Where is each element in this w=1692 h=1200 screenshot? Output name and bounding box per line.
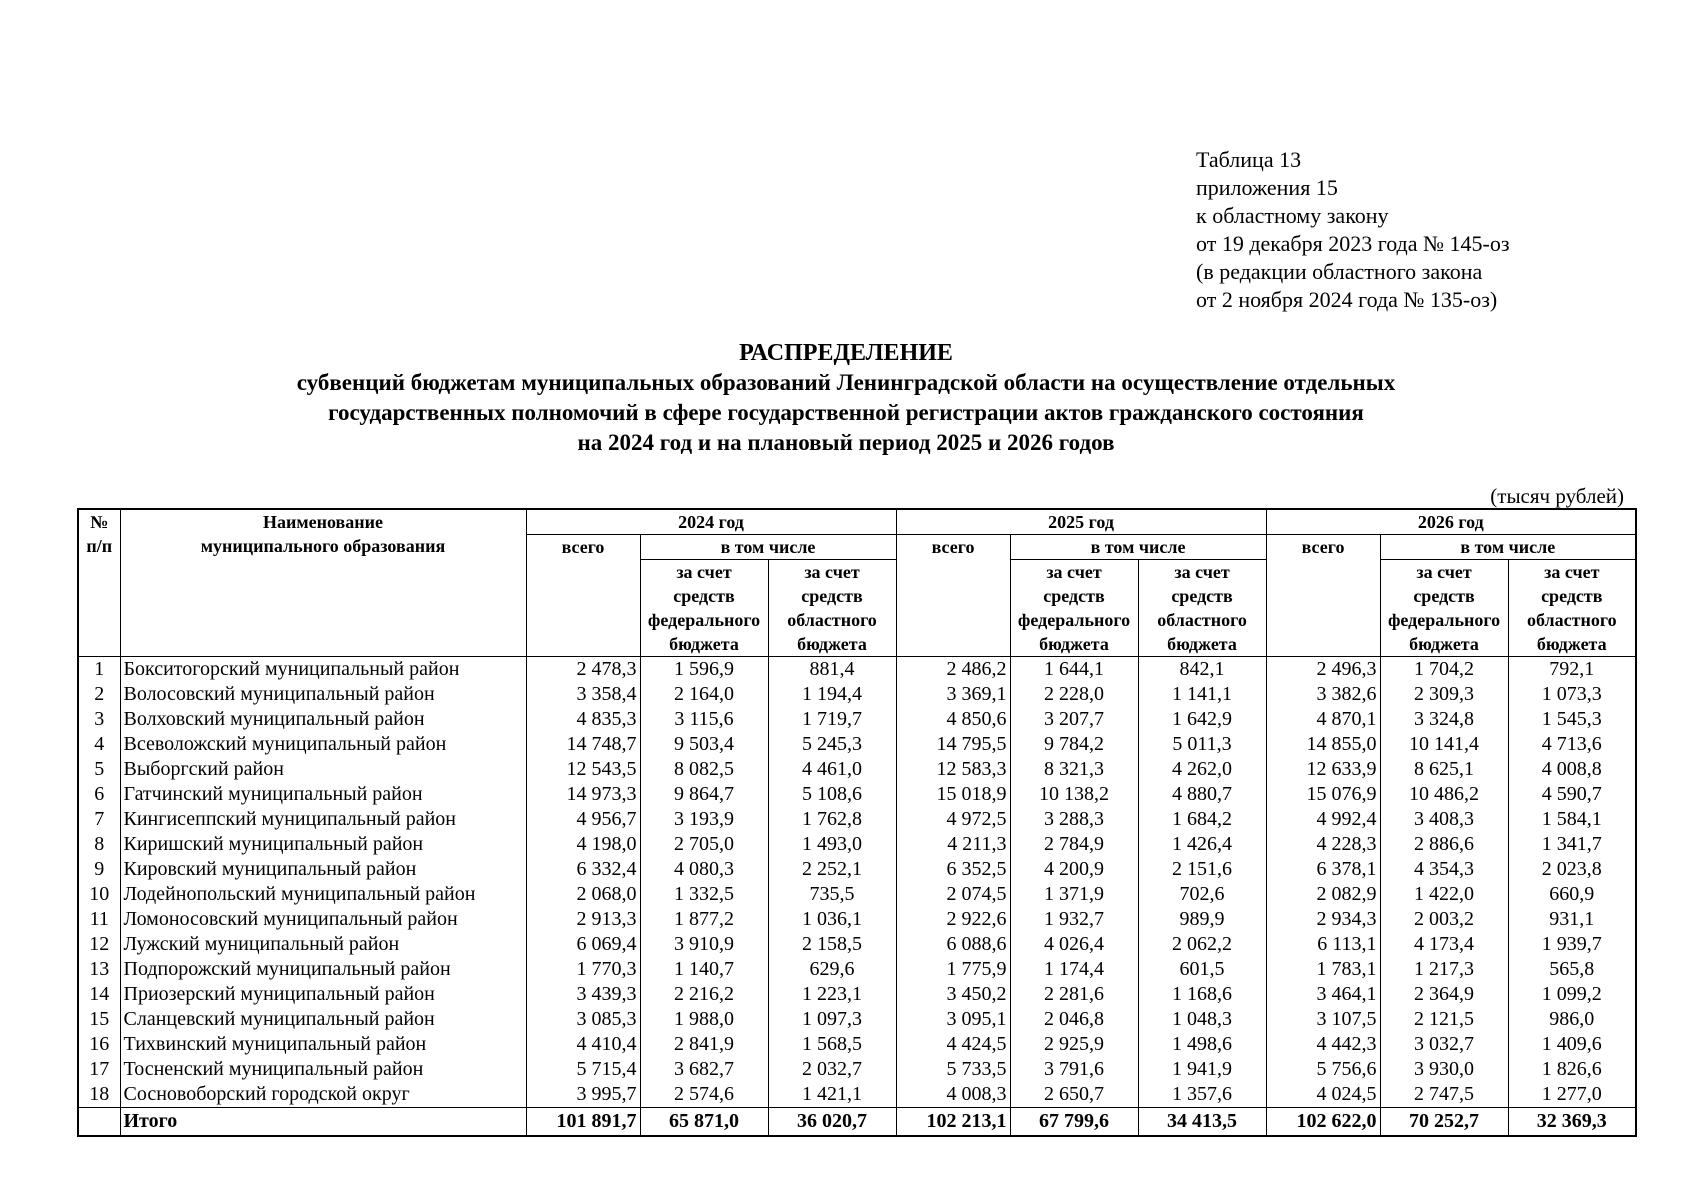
- row-value-cell: 4 024,5: [1266, 1082, 1380, 1108]
- header-total: всего: [526, 535, 640, 657]
- table-row: [78, 1057, 1636, 1082]
- row-value-cell: 4 026,4: [1010, 932, 1138, 957]
- row-value-cell: 3 085,3: [526, 1007, 640, 1032]
- row-municipality-name: Киришский муниципальный район: [120, 832, 526, 857]
- row-value-cell: 2 164,0: [640, 682, 768, 707]
- title-line: субвенций бюджетам муниципальных образований Ленинградской области на осуществление отдельных: [296, 370, 1396, 395]
- row-index: 2: [78, 682, 120, 707]
- header-year-2024: 2024 год: [526, 509, 896, 535]
- title-line: на 2024 год и на плановый период 2025 и 2026 годов: [577, 430, 1115, 455]
- row-value-cell: 1 341,7: [1508, 832, 1636, 857]
- row-value-cell: 1 223,1: [768, 982, 896, 1007]
- row-value-cell: 4 262,0: [1138, 757, 1266, 782]
- header-name: [120, 509, 526, 657]
- row-value-cell: 792,1: [1508, 657, 1636, 683]
- row-value-cell: 2 082,9: [1266, 882, 1380, 907]
- row-value-cell: 1 783,1: [1266, 957, 1380, 982]
- row-value-cell: 2 023,8: [1508, 857, 1636, 882]
- row-value-cell: 4 461,0: [768, 757, 896, 782]
- row-value-cell: 9 784,2: [1010, 732, 1138, 757]
- row-value-cell: 6 069,4: [526, 932, 640, 957]
- row-value-cell: 3 791,6: [1010, 1057, 1138, 1082]
- row-value-cell: 9 864,7: [640, 782, 768, 807]
- row-value-cell: 881,4: [768, 657, 896, 683]
- subvention-table: [77, 508, 1637, 1137]
- row-value-cell: 2 925,9: [1010, 1032, 1138, 1057]
- table-row: [78, 707, 1636, 732]
- row-value-cell: 2 705,0: [640, 832, 768, 857]
- row-value-cell: 1 584,1: [1508, 807, 1636, 832]
- row-value-cell: 8 321,3: [1010, 757, 1138, 782]
- row-value-cell: 5 245,3: [768, 732, 896, 757]
- row-value-cell: 3 095,1: [896, 1007, 1010, 1032]
- header-regional: за счет средств областного бюджета: [768, 560, 896, 657]
- table-row: [78, 907, 1636, 932]
- document-title: [0, 338, 1692, 458]
- row-index: 15: [78, 1007, 120, 1032]
- row-value-cell: 3 032,7: [1380, 1032, 1508, 1057]
- row-value-cell: 3 408,3: [1380, 807, 1508, 832]
- table-row: [78, 1032, 1636, 1057]
- row-municipality-name: Выборгский район: [120, 757, 526, 782]
- row-value-cell: 2 841,9: [640, 1032, 768, 1057]
- total-cell: 67 799,6: [1010, 1108, 1138, 1137]
- row-municipality-name: Лодейнопольский муниципальный район: [120, 882, 526, 907]
- row-value-cell: 2 216,2: [640, 982, 768, 1007]
- row-value-cell: 1 048,3: [1138, 1007, 1266, 1032]
- row-value-cell: 1 644,1: [1010, 657, 1138, 683]
- header-number: [78, 509, 120, 657]
- row-value-cell: 2 309,3: [1380, 682, 1508, 707]
- row-value-cell: 2 252,1: [768, 857, 896, 882]
- row-index: 17: [78, 1057, 120, 1082]
- header-number-line1: №: [90, 512, 109, 532]
- row-municipality-name: Кингисеппский муниципальный район: [120, 807, 526, 832]
- table-row: [78, 807, 1636, 832]
- row-value-cell: 3 995,7: [526, 1082, 640, 1108]
- row-value-cell: 1 332,5: [640, 882, 768, 907]
- row-value-cell: 565,8: [1508, 957, 1636, 982]
- row-value-cell: 3 288,3: [1010, 807, 1138, 832]
- row-municipality-name: Всеволожский муниципальный район: [120, 732, 526, 757]
- header-number-line2: п/п: [86, 536, 113, 556]
- row-value-cell: 15 076,9: [1266, 782, 1380, 807]
- row-value-cell: 1 719,7: [768, 707, 896, 732]
- row-value-cell: 1 498,6: [1138, 1032, 1266, 1057]
- row-value-cell: 2 886,6: [1380, 832, 1508, 857]
- row-value-cell: 2 650,7: [1010, 1082, 1138, 1108]
- row-value-cell: 1 877,2: [640, 907, 768, 932]
- row-value-cell: 1 421,1: [768, 1082, 896, 1108]
- row-value-cell: 2 003,2: [1380, 907, 1508, 932]
- row-index: 14: [78, 982, 120, 1007]
- row-municipality-name: Кировский муниципальный район: [120, 857, 526, 882]
- row-value-cell: 2 281,6: [1010, 982, 1138, 1007]
- table-row: [78, 857, 1636, 882]
- table-row: [78, 1082, 1636, 1108]
- row-value-cell: 2 158,5: [768, 932, 896, 957]
- row-value-cell: 2 574,6: [640, 1082, 768, 1108]
- row-value-cell: 4 972,5: [896, 807, 1010, 832]
- reference-line: от 2 ноября 2024 года № 135-оз): [1196, 287, 1498, 312]
- row-value-cell: 1 932,7: [1010, 907, 1138, 932]
- table-row: [78, 957, 1636, 982]
- row-value-cell: 6 113,1: [1266, 932, 1380, 957]
- row-value-cell: 6 378,1: [1266, 857, 1380, 882]
- row-value-cell: 1 194,4: [768, 682, 896, 707]
- row-value-cell: 702,6: [1138, 882, 1266, 907]
- row-value-cell: 1 357,6: [1138, 1082, 1266, 1108]
- row-value-cell: 5 011,3: [1138, 732, 1266, 757]
- row-value-cell: 8 082,5: [640, 757, 768, 782]
- total-cell: 36 020,7: [768, 1108, 896, 1137]
- table-row: [78, 782, 1636, 807]
- table-row: [78, 982, 1636, 1007]
- row-value-cell: 5 733,5: [896, 1057, 1010, 1082]
- row-index: 8: [78, 832, 120, 857]
- row-index: 3: [78, 707, 120, 732]
- header-year-2025: 2025 год: [896, 509, 1266, 535]
- table-header: [78, 509, 1636, 657]
- total-index: [78, 1108, 120, 1137]
- total-label: Итого: [120, 1108, 526, 1137]
- row-value-cell: 3 369,1: [896, 682, 1010, 707]
- row-value-cell: 4 850,6: [896, 707, 1010, 732]
- row-municipality-name: Сланцевский муниципальный район: [120, 1007, 526, 1032]
- row-value-cell: 4 173,4: [1380, 932, 1508, 957]
- row-value-cell: 629,6: [768, 957, 896, 982]
- row-value-cell: 1 684,2: [1138, 807, 1266, 832]
- reference-line: приложения 15: [1196, 175, 1338, 200]
- row-value-cell: 1 770,3: [526, 957, 640, 982]
- row-value-cell: 3 464,1: [1266, 982, 1380, 1007]
- row-municipality-name: Волховский муниципальный район: [120, 707, 526, 732]
- row-value-cell: 4 992,4: [1266, 807, 1380, 832]
- row-index: 6: [78, 782, 120, 807]
- table-row: [78, 932, 1636, 957]
- row-value-cell: 10 486,2: [1380, 782, 1508, 807]
- row-value-cell: 1 174,4: [1010, 957, 1138, 982]
- row-value-cell: 931,1: [1508, 907, 1636, 932]
- row-value-cell: 5 756,6: [1266, 1057, 1380, 1082]
- row-value-cell: 2 934,3: [1266, 907, 1380, 932]
- row-municipality-name: Ломоносовский муниципальный район: [120, 907, 526, 932]
- row-value-cell: 6 088,6: [896, 932, 1010, 957]
- row-index: 13: [78, 957, 120, 982]
- title-line: государственных полномочий в сфере государственной регистрации актов гражданского состояния: [328, 400, 1364, 425]
- row-value-cell: 4 008,8: [1508, 757, 1636, 782]
- row-value-cell: 2 151,6: [1138, 857, 1266, 882]
- row-value-cell: 15 018,9: [896, 782, 1010, 807]
- row-value-cell: 842,1: [1138, 657, 1266, 683]
- row-value-cell: 3 682,7: [640, 1057, 768, 1082]
- row-value-cell: 4 590,7: [1508, 782, 1636, 807]
- row-value-cell: 12 583,3: [896, 757, 1010, 782]
- row-value-cell: 2 032,7: [768, 1057, 896, 1082]
- row-value-cell: 4 410,4: [526, 1032, 640, 1057]
- total-cell: 65 871,0: [640, 1108, 768, 1137]
- table-row: [78, 732, 1636, 757]
- row-value-cell: 2 364,9: [1380, 982, 1508, 1007]
- row-value-cell: 14 748,7: [526, 732, 640, 757]
- row-value-cell: 1 371,9: [1010, 882, 1138, 907]
- row-value-cell: 3 207,7: [1010, 707, 1138, 732]
- reference-block: [1196, 146, 1510, 314]
- row-municipality-name: Приозерский муниципальный район: [120, 982, 526, 1007]
- header-regional: за счет средств областного бюджета: [1508, 560, 1636, 657]
- row-index: 9: [78, 857, 120, 882]
- row-value-cell: 4 080,3: [640, 857, 768, 882]
- row-value-cell: 4 956,7: [526, 807, 640, 832]
- table-row: [78, 682, 1636, 707]
- row-value-cell: 1 036,1: [768, 907, 896, 932]
- row-value-cell: 2 121,5: [1380, 1007, 1508, 1032]
- reference-line: к областному закону: [1196, 203, 1389, 228]
- reference-line: от 19 декабря 2023 года № 145-оз: [1196, 231, 1510, 256]
- row-value-cell: 4 870,1: [1266, 707, 1380, 732]
- row-value-cell: 1 277,0: [1508, 1082, 1636, 1108]
- row-value-cell: 5 715,4: [526, 1057, 640, 1082]
- row-value-cell: 1 596,9: [640, 657, 768, 683]
- row-value-cell: 3 450,2: [896, 982, 1010, 1007]
- row-value-cell: 14 795,5: [896, 732, 1010, 757]
- row-value-cell: 1 493,0: [768, 832, 896, 857]
- row-municipality-name: Тосненский муниципальный район: [120, 1057, 526, 1082]
- row-value-cell: 3 930,0: [1380, 1057, 1508, 1082]
- row-value-cell: 1 568,5: [768, 1032, 896, 1057]
- header-year-2026: 2026 год: [1266, 509, 1636, 535]
- row-municipality-name: Лужский муниципальный район: [120, 932, 526, 957]
- row-value-cell: 4 008,3: [896, 1082, 1010, 1108]
- row-value-cell: 3 107,5: [1266, 1007, 1380, 1032]
- row-value-cell: 12 543,5: [526, 757, 640, 782]
- row-municipality-name: Волосовский муниципальный район: [120, 682, 526, 707]
- row-value-cell: 4 228,3: [1266, 832, 1380, 857]
- row-value-cell: 2 062,2: [1138, 932, 1266, 957]
- row-value-cell: 1 762,8: [768, 807, 896, 832]
- row-value-cell: 1 545,3: [1508, 707, 1636, 732]
- row-value-cell: 2 496,3: [1266, 657, 1380, 683]
- row-value-cell: 3 358,4: [526, 682, 640, 707]
- header-federal: за счет средств федерального бюджета: [1380, 560, 1508, 657]
- row-value-cell: 1 073,3: [1508, 682, 1636, 707]
- row-index: 16: [78, 1032, 120, 1057]
- header-total: всего: [1266, 535, 1380, 657]
- row-value-cell: 2 068,0: [526, 882, 640, 907]
- row-value-cell: 4 880,7: [1138, 782, 1266, 807]
- row-value-cell: 2 922,6: [896, 907, 1010, 932]
- row-value-cell: 6 332,4: [526, 857, 640, 882]
- row-value-cell: 601,5: [1138, 957, 1266, 982]
- row-value-cell: 660,9: [1508, 882, 1636, 907]
- row-index: 10: [78, 882, 120, 907]
- row-value-cell: 3 382,6: [1266, 682, 1380, 707]
- row-value-cell: 14 855,0: [1266, 732, 1380, 757]
- row-value-cell: 5 108,6: [768, 782, 896, 807]
- row-value-cell: 10 138,2: [1010, 782, 1138, 807]
- row-value-cell: 2 046,8: [1010, 1007, 1138, 1032]
- total-cell: 101 891,7: [526, 1108, 640, 1137]
- row-value-cell: 2 478,3: [526, 657, 640, 683]
- row-value-cell: 1 826,6: [1508, 1057, 1636, 1082]
- row-index: 5: [78, 757, 120, 782]
- row-value-cell: 1 140,7: [640, 957, 768, 982]
- row-value-cell: 1 217,3: [1380, 957, 1508, 982]
- table-row: [78, 657, 1636, 683]
- row-value-cell: 9 503,4: [640, 732, 768, 757]
- row-value-cell: 1 099,2: [1508, 982, 1636, 1007]
- row-value-cell: 1 704,2: [1380, 657, 1508, 683]
- total-cell: 70 252,7: [1380, 1108, 1508, 1137]
- row-value-cell: 3 910,9: [640, 932, 768, 957]
- header-including: в том числе: [640, 535, 896, 560]
- title-main: РАСПРЕДЕЛЕНИЕ: [739, 340, 953, 366]
- total-cell: 102 213,1: [896, 1108, 1010, 1137]
- row-index: 11: [78, 907, 120, 932]
- header-including: в том числе: [1010, 535, 1266, 560]
- row-value-cell: 1 941,9: [1138, 1057, 1266, 1082]
- row-index: 4: [78, 732, 120, 757]
- total-row: [78, 1108, 1636, 1137]
- table-row: [78, 1007, 1636, 1032]
- row-value-cell: 4 424,5: [896, 1032, 1010, 1057]
- total-cell: 102 622,0: [1266, 1108, 1380, 1137]
- row-value-cell: 2 913,3: [526, 907, 640, 932]
- row-value-cell: 1 426,4: [1138, 832, 1266, 857]
- header-federal: за счет средств федерального бюджета: [1010, 560, 1138, 657]
- row-value-cell: 14 973,3: [526, 782, 640, 807]
- row-value-cell: 2 228,0: [1010, 682, 1138, 707]
- row-value-cell: 6 352,5: [896, 857, 1010, 882]
- row-value-cell: 1 097,3: [768, 1007, 896, 1032]
- header-federal: за счет средств федерального бюджета: [640, 560, 768, 657]
- row-value-cell: 2 074,5: [896, 882, 1010, 907]
- row-value-cell: 4 713,6: [1508, 732, 1636, 757]
- row-value-cell: 2 784,9: [1010, 832, 1138, 857]
- row-value-cell: 1 422,0: [1380, 882, 1508, 907]
- table-row: [78, 882, 1636, 907]
- row-value-cell: 4 354,3: [1380, 857, 1508, 882]
- row-value-cell: 735,5: [768, 882, 896, 907]
- reference-line: Таблица 13: [1196, 147, 1302, 172]
- row-index: 7: [78, 807, 120, 832]
- row-value-cell: 986,0: [1508, 1007, 1636, 1032]
- header-regional: за счет средств областного бюджета: [1138, 560, 1266, 657]
- row-municipality-name: Тихвинский муниципальный район: [120, 1032, 526, 1057]
- row-value-cell: 4 198,0: [526, 832, 640, 857]
- row-value-cell: 1 939,7: [1508, 932, 1636, 957]
- row-value-cell: 3 193,9: [640, 807, 768, 832]
- header-name-line2: муниципального образования: [200, 536, 446, 556]
- header-total: всего: [896, 535, 1010, 657]
- row-value-cell: 4 835,3: [526, 707, 640, 732]
- units-note: (тысяч рублей): [1490, 484, 1624, 508]
- table-body: [78, 657, 1636, 1108]
- row-value-cell: 2 747,5: [1380, 1082, 1508, 1108]
- row-value-cell: 3 324,8: [1380, 707, 1508, 732]
- header-name-line1: Наименование: [263, 512, 383, 532]
- row-index: 1: [78, 657, 120, 683]
- row-value-cell: 4 442,3: [1266, 1032, 1380, 1057]
- row-value-cell: 1 642,9: [1138, 707, 1266, 732]
- row-value-cell: 3 439,3: [526, 982, 640, 1007]
- row-value-cell: 1 775,9: [896, 957, 1010, 982]
- table-row: [78, 832, 1636, 857]
- row-municipality-name: Подпорожский муниципальный район: [120, 957, 526, 982]
- row-index: 12: [78, 932, 120, 957]
- total-cell: 32 369,3: [1508, 1108, 1636, 1137]
- row-value-cell: 8 625,1: [1380, 757, 1508, 782]
- header-including: в том числе: [1380, 535, 1636, 560]
- reference-line: (в редакции областного закона: [1196, 259, 1483, 284]
- row-value-cell: 12 633,9: [1266, 757, 1380, 782]
- row-index: 18: [78, 1082, 120, 1108]
- row-municipality-name: Сосновоборский городской округ: [120, 1082, 526, 1108]
- table-row: [78, 757, 1636, 782]
- row-municipality-name: Гатчинский муниципальный район: [120, 782, 526, 807]
- row-value-cell: 10 141,4: [1380, 732, 1508, 757]
- row-value-cell: 1 409,6: [1508, 1032, 1636, 1057]
- row-value-cell: 3 115,6: [640, 707, 768, 732]
- row-value-cell: 4 200,9: [1010, 857, 1138, 882]
- row-municipality-name: Бокситогорский муниципальный район: [120, 657, 526, 683]
- total-cell: 34 413,5: [1138, 1108, 1266, 1137]
- row-value-cell: 1 141,1: [1138, 682, 1266, 707]
- row-value-cell: 1 168,6: [1138, 982, 1266, 1007]
- row-value-cell: 1 988,0: [640, 1007, 768, 1032]
- row-value-cell: 2 486,2: [896, 657, 1010, 683]
- row-value-cell: 989,9: [1138, 907, 1266, 932]
- row-value-cell: 4 211,3: [896, 832, 1010, 857]
